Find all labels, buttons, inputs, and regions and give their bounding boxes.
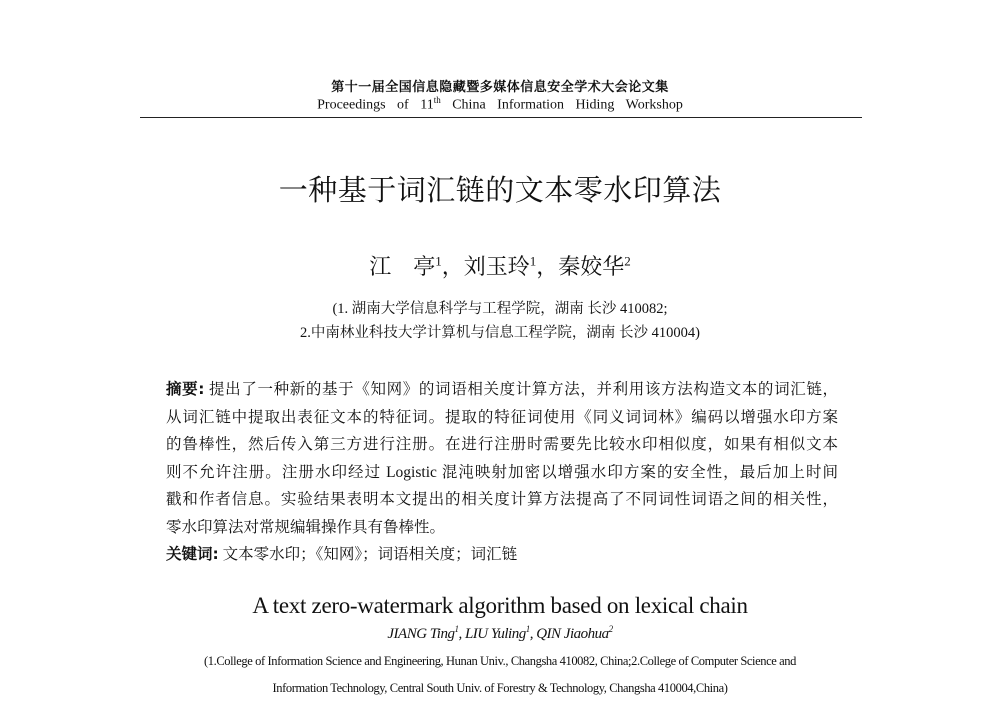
author-name: 刘玉玲 [463, 254, 530, 279]
author-name: QIN Jiaohua [536, 626, 609, 642]
author-name: 江 亭 [369, 254, 436, 279]
paper-title-cn: 一种基于词汇链的文本零水印算法 [278, 173, 722, 207]
abstract-line: 则不允许注册。注册水印经过 Logistic 混沌映射加密以增强水印方案的安全性，最后加上时间 [166, 463, 838, 481]
abstract-line [166, 376, 838, 404]
author-separator: , [529, 626, 537, 642]
proceedings-en-post: China Information Hiding Workshop [440, 97, 683, 113]
proceedings-en-pre: Proceedings of 11 [317, 97, 434, 113]
author-separator: ， [441, 254, 464, 279]
proceedings-en-sup: th [433, 95, 441, 105]
proceedings-title-en [0, 95, 1000, 114]
abstract-line: 戳和作者信息。实验结果表明本文提出的相关度计算方法提高了不同词性词语之间的相关性， [166, 491, 838, 508]
affiliation-en-2: Information Technology, Central South Univ. of Forestry & Technology, Changsha 410004,China) [272, 681, 728, 695]
affiliation-cn-2: 2.中南林业科技大学计算机与信息工程学院，湖南 长沙 410004) [300, 325, 700, 341]
abstract-line: 的鲁棒性，然后传入第三方进行注册。在进行注册时需要先比较水印相似度，如果有相似文本 [166, 436, 838, 453]
authors-cn [0, 250, 1000, 281]
keywords-label: 关键词: [166, 545, 219, 563]
proceedings-title-cn: 第十一届全国信息隐藏暨多媒体信息安全学术大会论文集 [331, 79, 669, 94]
header-rule [140, 117, 862, 118]
abstract [166, 376, 838, 569]
author-sup: 1 [435, 253, 442, 269]
author-sup: 1 [525, 624, 530, 634]
abstract-line: 零水印算法对常规编辑操作具有鲁棒性。 [166, 518, 446, 536]
keywords-text: 文本零水印；《知网》；词语相关度；词汇链 [222, 546, 518, 563]
author-sup: 2 [608, 624, 613, 634]
author-separator: , [458, 626, 465, 642]
author-sup: 1 [454, 624, 459, 634]
author-name: 秦姣华 [558, 254, 625, 279]
keywords [166, 541, 838, 569]
author-sup: 1 [529, 253, 537, 269]
authors-en [0, 624, 1000, 643]
abstract-line: 从词汇链中提取出表征文本的特征词。提取的特征词使用《同义词词林》编码以增强水印方案 [166, 408, 838, 426]
paper-title-en: A text zero-watermark algorithm based on lexical chain [252, 593, 748, 618]
author-sup: 2 [624, 253, 631, 269]
abstract-text: 提出了一种新的基于《知网》的词语相关度计算方法，并利用该方法构造文本的词汇链， [209, 381, 839, 398]
affiliation-cn-1: (1. 湖南大学信息科学与工程学院，湖南 长沙 410082; [332, 301, 668, 317]
author-name: LIU Yuling [464, 626, 526, 642]
affiliation-en-1: (1.College of Information Science and Engineering, Hunan Univ., Changsha 410082, China;2.College of Computer Science and [203, 654, 796, 668]
author-separator: ， [536, 254, 559, 279]
author-name: JIANG Ting [387, 626, 455, 642]
abstract-label: 摘要: [166, 380, 205, 398]
